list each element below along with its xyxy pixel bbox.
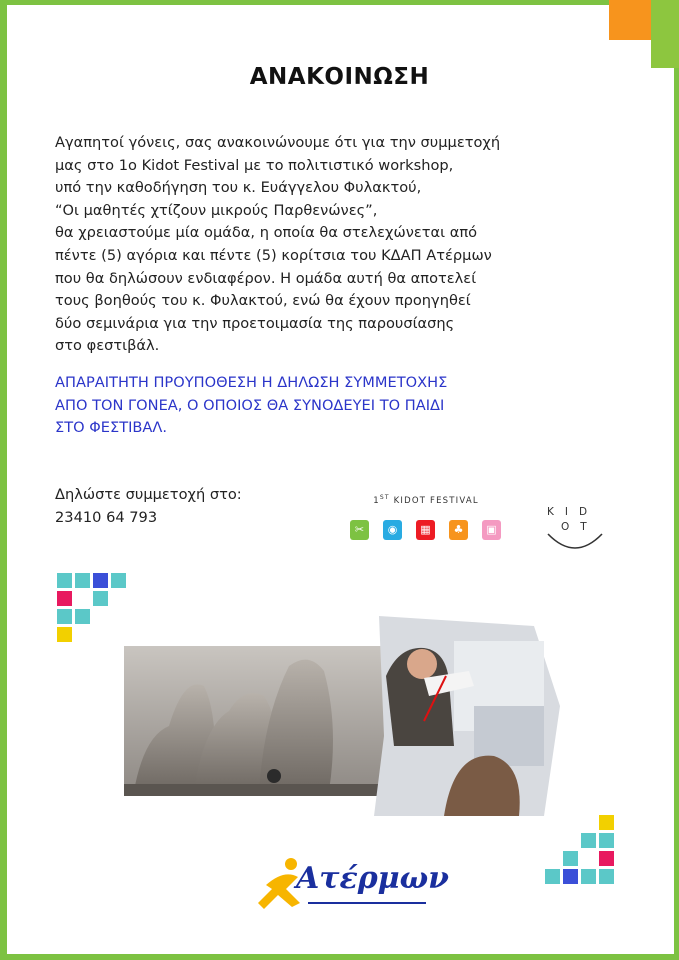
gift-icon: ▣ xyxy=(482,520,501,540)
festival-ordinal-suffix: ST xyxy=(379,494,390,501)
body-line: τους βοηθούς του κ. Φυλακτού, ενώ θα έχουν προηγηθεί xyxy=(55,292,471,310)
body-line: πέντε (5) αγόρια και πέντε (5) κορίτσια του ΚΔΑΠ Ατέρμων xyxy=(55,246,492,264)
kidot-festival-logo xyxy=(346,494,506,540)
frame-bottom-border xyxy=(0,954,679,960)
tools-icon: ✂ xyxy=(350,520,369,540)
frame-top-border xyxy=(0,0,679,5)
body-line: στο φεστιβάλ. xyxy=(55,337,160,355)
corner-orange-block xyxy=(609,0,651,40)
corner-green-block xyxy=(651,0,679,68)
kidot-logo-line2: OT xyxy=(561,521,598,533)
body-line: “Οι μαθητές χτίζουν μικρούς Παρθενώνες”, xyxy=(55,201,378,219)
festival-icon-row xyxy=(346,520,506,540)
body-line: Αγαπητοί γόνεις, σας ανακοινώνουμε ότι για την συμμετοχή xyxy=(55,134,501,151)
contact-block xyxy=(55,484,242,529)
notice-line: ΑΠΟ ΤΟΝ ΓΟΝΕΑ, Ο ΟΠΟΙΟΣ ΘΑ ΣΥΝΟΔΕΥΕΙ ΤΟ ΠΑΙΔΙ xyxy=(55,396,445,414)
kidot-logo-line1: KID xyxy=(547,506,599,518)
kidot-logo xyxy=(542,504,608,554)
kidot-smile-icon xyxy=(542,504,608,554)
contact-phone: 23410 64 793 xyxy=(55,508,158,526)
body-line: δύο σεμινάρια για την προετοιμασία της παρουσίασης xyxy=(55,314,455,332)
body-line: που θα δηλώσουν ενδιαφέρον. Η ομάδα αυτή θα αποτελεί xyxy=(55,269,477,287)
body-line: θα χρειαστούμε μία ομάδα, η οποία θα στελεχώνεται από xyxy=(55,224,478,242)
shirt-icon: ◉ xyxy=(383,520,402,540)
basket-icon: ▦ xyxy=(416,520,435,540)
festival-logo-title xyxy=(346,494,506,506)
notice-line: ΑΠΑΡΑΙΤΗΤΗ ΠΡΟΥΠΟΘΕΣΗ Η ΔΗΛΩΣΗ ΣΥΜΜΕΤΟΧΗΣ xyxy=(55,374,448,391)
requirement-notice xyxy=(55,372,575,440)
bag-icon: ♣ xyxy=(449,520,468,540)
festival-ordinal: 1 xyxy=(373,495,380,506)
announcement-body xyxy=(55,132,565,358)
festival-name: KIDOT FESTIVAL xyxy=(393,495,479,506)
page-title: ΑΝΑΚΟΙΝΩΣΗ xyxy=(249,64,430,90)
notice-line: ΣΤΟ ΦΕΣΤΙΒΑΛ. xyxy=(55,419,168,437)
workshop-photo-collage xyxy=(124,616,560,816)
body-line: υπό την καθοδήγηση του κ. Ευάγγελου Φυλακτού, xyxy=(55,179,422,197)
aterm-logo xyxy=(256,855,449,917)
contact-label: Δηλώστε συμμετοχή στο: xyxy=(55,486,242,503)
aterm-logo-name: Ατέρμων xyxy=(296,861,449,896)
frame-right-border xyxy=(674,40,679,960)
body-line: μας στο 1ο Kidot Festival με το πολιτιστικό workshop, xyxy=(55,156,454,174)
frame-left-border xyxy=(0,0,7,960)
aterm-logo-underline xyxy=(308,902,426,912)
